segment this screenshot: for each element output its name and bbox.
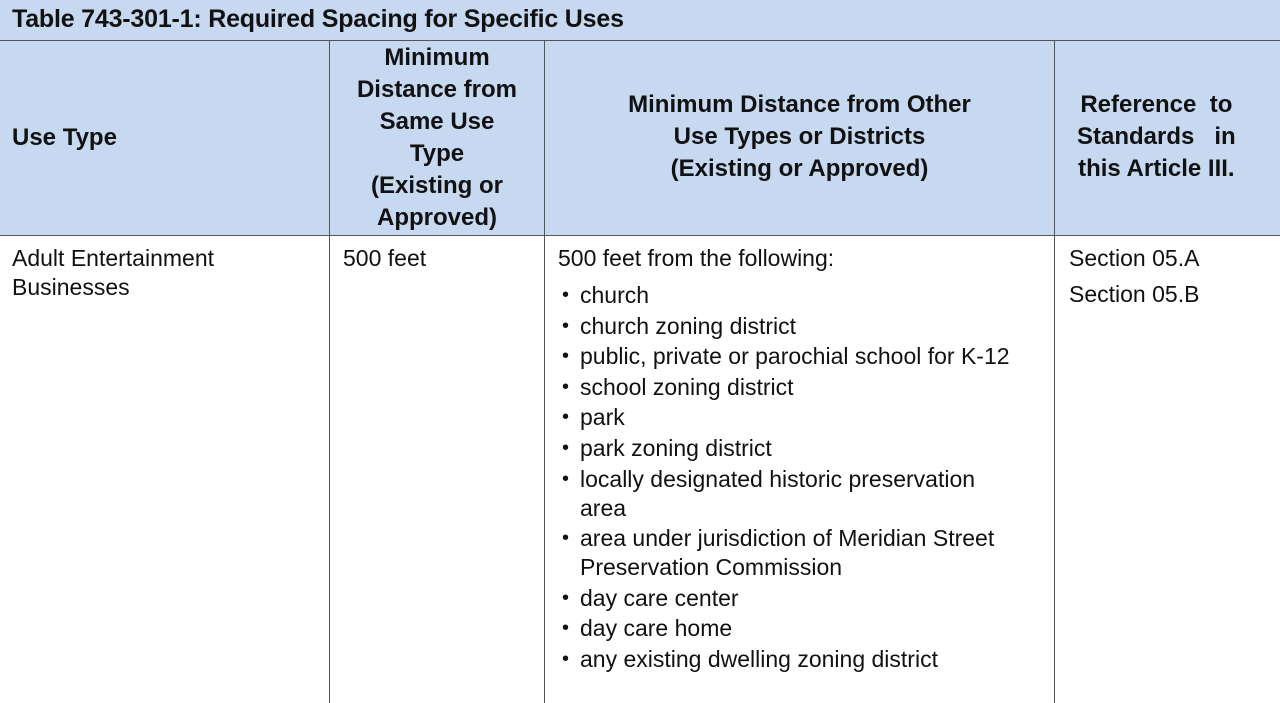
header-other-use-distance	[545, 41, 1054, 235]
cell-reference	[1069, 244, 1269, 316]
other-use-list	[558, 281, 1038, 674]
list-item: • public, private or parochial school for K-12	[558, 342, 1025, 371]
list-item: • park zoning district	[558, 434, 1038, 463]
header-other-use-label: Minimum Distance from Other Use Types or Districts (Existing or Approved)	[628, 91, 971, 182]
header-reference	[1055, 41, 1280, 235]
reference-section-link: Section 05.B	[1069, 281, 1200, 307]
list-item: • day care center	[558, 584, 1038, 613]
list-item: • park	[558, 403, 1038, 432]
header-use-type-label: Use Type	[12, 124, 117, 151]
table-title-bar	[0, 0, 1280, 41]
header-use-type	[12, 41, 312, 235]
cell-use-type: Adult Entertainment Businesses	[12, 245, 215, 300]
list-item: • any existing dwelling zoning district	[558, 645, 1038, 674]
table-title: Table 743-301-1: Required Spacing for Specific Uses	[12, 5, 624, 33]
list-item: • area under jurisdiction of Meridian Street Preservation Commission	[558, 524, 1045, 582]
cell-same-use-distance: 500 feet	[343, 245, 427, 271]
list-item: • locally designated historic preservation area	[558, 465, 1020, 523]
other-use-intro: 500 feet from the following:	[558, 245, 835, 271]
header-same-use-distance	[330, 41, 544, 235]
list-item: • church	[558, 281, 1038, 310]
list-item: • church zoning district	[558, 312, 1038, 341]
cell-other-use-distance	[558, 244, 1038, 676]
header-reference-label: Reference to Standards in this Article III.	[1077, 91, 1236, 182]
list-item: • school zoning district	[558, 373, 1038, 402]
list-item: • day care home	[558, 614, 1038, 643]
header-same-use-label: Minimum Distance from Same Use Type (Existing or Approved)	[356, 44, 518, 231]
reference-section-link: Section 05.A	[1069, 245, 1200, 271]
